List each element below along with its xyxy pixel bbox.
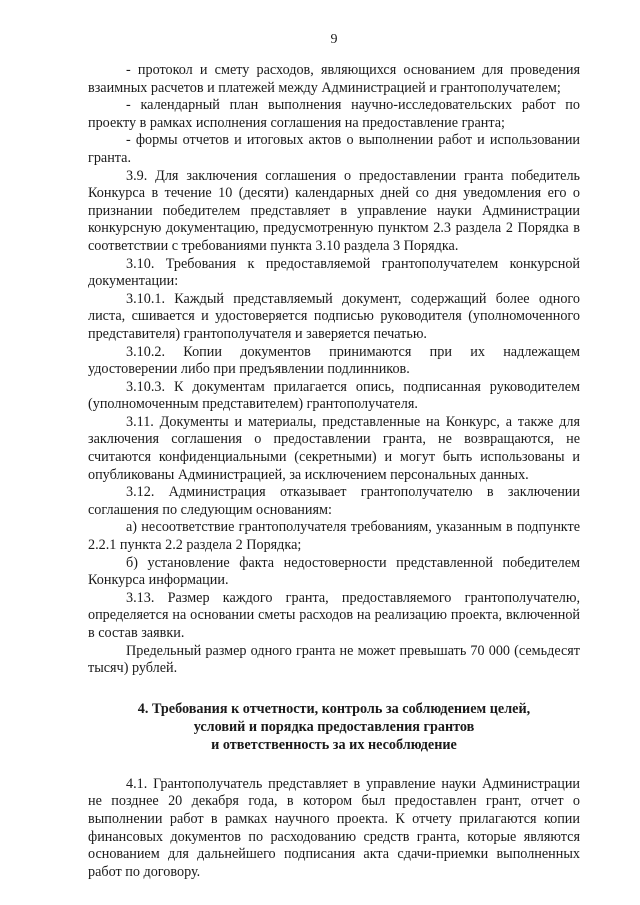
section-heading-line: и ответственность за их несоблюдение (211, 736, 457, 753)
page-number: 9 (330, 32, 338, 47)
section-heading-line: условий и порядка предоставления грантов (193, 718, 475, 735)
paragraph: 3.10.3. К документам прилагается опись, подписанная руководителем (уполномоченным представителем) грантополучателя. (88, 378, 580, 413)
paragraph: - календарный план выполнения научно-исследовательских работ по проекту в рамках исполнения соглашения на предоставление гранта; (88, 97, 580, 131)
body-text-before (88, 62, 580, 678)
section-heading (88, 700, 580, 754)
body-text-after (88, 776, 580, 882)
paragraph: 3.10. Требования к предоставляемой грантополучателем конкурсной документации: (88, 255, 580, 290)
paragraph: Предельный размер одного гранта не может превышать 70 000 (семьдесят тысяч) рублей. (88, 642, 580, 677)
paragraph: - формы отчетов и итоговых актов о выполнении работ и использовании гранта. (88, 132, 580, 166)
paragraph: 3.13. Размер каждого гранта, предоставляемого грантополучателю, определяется на основании сметы расходов на реализацию проекта, включенной в состав заявки. (88, 589, 580, 641)
paragraph: 3.10.2. Копии документов принимаются при их надлежащем удостоверении либо при предъявлении подлинников. (88, 343, 580, 378)
paragraph: - протокол и смету расходов, являющихся основанием для проведения взаимных расчетов и платежей между Администрацией и грантополучателем; (88, 62, 580, 96)
paragraph: б) установление факта недостоверности представленной победителем Конкурса информации. (88, 554, 580, 589)
paragraph: 3.11. Документы и материалы, представленные на Конкурс, а также для заключения соглашения о предоставлении гранта, не возвращаются, не считаются конфиденциальными (секретными) и могут быть использованы и опубликованы Администрацией, за исключением персональных данных. (88, 413, 580, 483)
paragraph: 3.9. Для заключения соглашения о предоставлении гранта победитель Конкурса в течение 10 (десяти) календарных дней со дня уведомления его о признании победителем представляет в управление науки Администрации конкурсную документацию, предусмотренную пунктом 2.3 раздела 2 Порядка в соответствии с требованиями пункта 3.10 раздела 3 Порядка. (88, 167, 580, 254)
section-heading-line: 4. Требования к отчетности, контроль за соблюдением целей, (137, 700, 531, 717)
paragraph: 4.1. Грантополучатель представляет в управление науки Администрации не позднее 20 декабря года, в котором был предоставлен грант, отчет о выполнении работ в рамках научного проекта. К отчету прилагаются копии финансовых документов по расходованию средств гранта, которые являются основанием для дальнейшего подписания акта сдачи-приемки выполненных работ по договору. (88, 775, 580, 880)
paragraph: 3.10.1. Каждый представляемый документ, содержащий более одного листа, сшивается и удостоверяется подписью руководителя (уполномоченного представителя) грантополучателя и заверяется печатью. (88, 290, 580, 342)
paragraph: а) несоответствие грантополучателя требованиям, указанным в подпункте 2.2.1 пункта 2.2 раздела 2 Порядка; (88, 519, 580, 554)
paragraph: 3.12. Администрация отказывает грантополучателю в заключении соглашения по следующим основаниям: (88, 484, 580, 518)
